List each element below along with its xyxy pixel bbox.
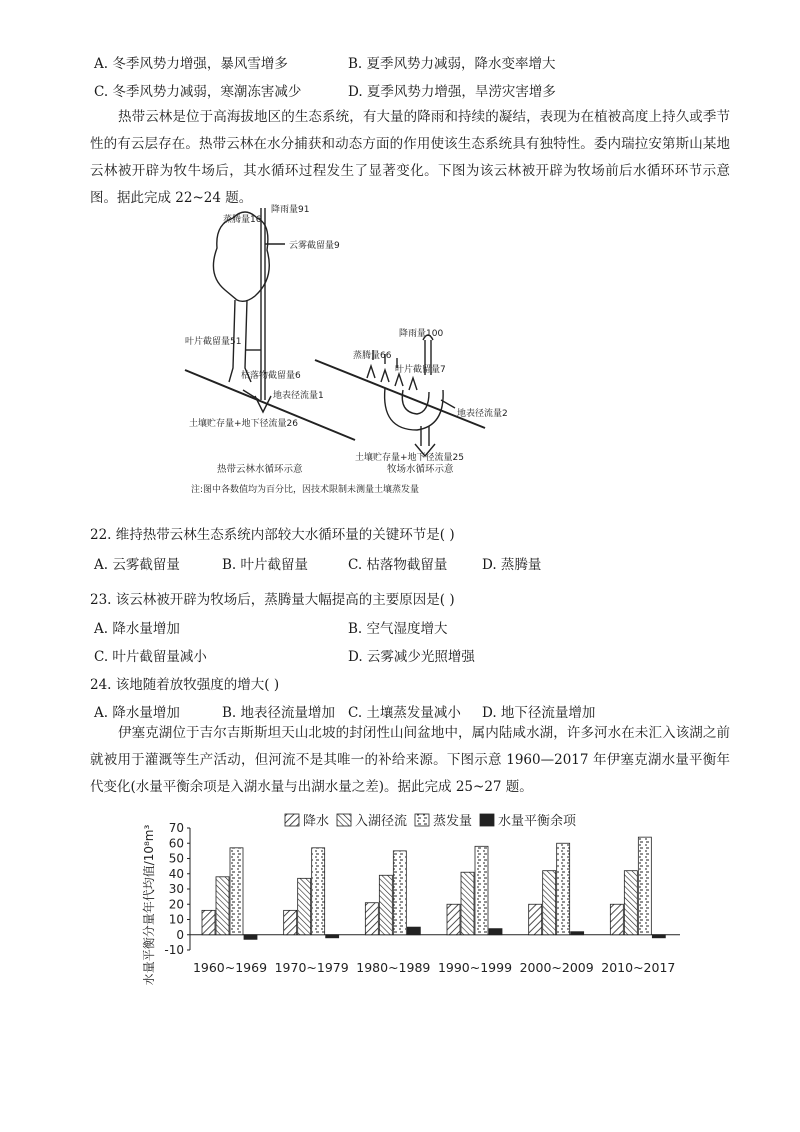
balance-bar — [407, 927, 420, 935]
q21-option-d: D. 夏季风势力增强，旱涝灾害增多 — [348, 84, 556, 100]
legend-label: 降水 — [303, 814, 330, 829]
passage-issyk-kul: 伊塞克湖位于吉尔吉斯斯坦天山北坡的封闭性山间盆地中，属内陆咸水湖，许多河水在未汇入该湖之前就被用于灌溉等生产活动，但河流不是其唯一的补给来源。下图示意 1960—2017 年伊塞克湖水量平衡年代变化(水量平衡余项是入湖水量与出湖水量之差)。据此完成 25~27 题。 — [90, 725, 730, 795]
forest-surface-label: 地表径流量1 — [273, 391, 324, 401]
q21-option-b: B. 夏季风势力减弱，降水变率增大 — [348, 56, 556, 72]
y-tick-label: 40 — [168, 866, 184, 881]
q21-option-c: C. 冬季风势力减弱，寒潮冻害减少 — [94, 84, 302, 100]
q23-stem: 23. 该云林被开辟为牧场后，蒸腾量大幅提高的主要原因是( ) — [90, 592, 455, 608]
inflow-bar — [461, 872, 474, 935]
pasture-caption: 牧场水循环示意 — [387, 464, 454, 475]
q22-option-c: C. 枯落物截留量 — [348, 557, 448, 573]
inflow-bar — [624, 871, 637, 935]
x-tick-label: 1960~1969 — [192, 960, 268, 975]
water-balance-chart — [135, 810, 695, 985]
precip-bar — [529, 904, 542, 935]
q24-option-b: B. 地表径流量增加 — [222, 705, 336, 721]
water-cycle-figure — [185, 200, 508, 505]
forest-soil-label: 土壤贮存量+地下径流量26 — [189, 419, 298, 429]
q22-option-b: B. 叶片截留量 — [222, 557, 309, 573]
precip-bar — [365, 903, 378, 935]
y-tick-label: 0 — [176, 927, 184, 942]
pasture-rain-label: 降雨量100 — [399, 329, 444, 339]
forest-rain-label: 降雨量91 — [271, 205, 310, 215]
evap-bar — [475, 846, 488, 934]
evap-bar — [393, 851, 406, 935]
pasture-soil-label: 土壤贮存量+地下径流量25 — [355, 453, 464, 463]
x-tick-label: 1970~1979 — [274, 960, 349, 975]
legend-swatch — [337, 814, 351, 826]
evap-bar — [638, 837, 651, 935]
pasture-leaf-label: 叶片截留量7 — [395, 365, 446, 375]
pasture-evap-label: 蒸腾量66 — [353, 351, 392, 361]
inflow-bar — [543, 871, 556, 935]
q24-stem: 24. 该地随着放牧强度的增大( ) — [90, 677, 280, 693]
balance-bar — [326, 935, 339, 938]
precip-bar — [447, 904, 460, 935]
pasture-surface-label: 地表径流量2 — [457, 409, 508, 419]
passage-cloud-forest: 热带云林是位于高海拔地区的生态系统，有大量的降雨和持续的凝结，表现为在植被高度上持久或季节性的有云层存在。热带云林在水分捕获和动态方面的作用使该生态系统具有独特性。委内瑞拉安第斯山某地云林被开辟为牧牛场后，其水循环过程发生了显著变化。下图为该云林被开辟为牧场前后水循环环节示意图。据此完成 22~24 题。 — [90, 109, 730, 206]
legend-swatch — [415, 814, 429, 826]
q23-option-b: B. 空气湿度增大 — [348, 621, 448, 637]
precip-bar — [202, 910, 215, 934]
y-tick-label: 10 — [168, 912, 184, 927]
q22-stem: 22. 维持热带云林生态系统内部较大水循环量的关键环节是( ) — [90, 527, 455, 543]
legend-swatch — [285, 814, 299, 826]
q24-option-c: C. 土壤蒸发量减小 — [348, 705, 461, 721]
q23-option-a: A. 降水量增加 — [94, 621, 180, 637]
balance-bar — [652, 935, 665, 938]
x-tick-label: 1980~1989 — [356, 960, 431, 975]
evap-bar — [557, 843, 570, 935]
y-tick-label: 60 — [168, 836, 184, 851]
q22-option-a: A. 云雾截留量 — [94, 557, 180, 573]
legend-label: 入湖径流 — [355, 814, 408, 829]
precip-bar — [284, 910, 297, 934]
y-tick-label: 30 — [168, 882, 184, 896]
chart-y-axis-label: 水量平衡分量年代均值/10⁸m³ — [142, 824, 156, 986]
y-tick-label: -10 — [164, 943, 184, 957]
x-tick-label: 1990~1999 — [437, 960, 513, 975]
evap-bar — [312, 848, 325, 935]
inflow-bar — [216, 877, 229, 935]
precip-bar — [610, 904, 623, 935]
evap-bar — [230, 848, 243, 935]
forest-litter-label: 枯落物截留量6 — [241, 371, 301, 381]
pasture-loop — [385, 388, 444, 430]
legend-label: 蒸发量 — [433, 814, 473, 829]
q23-option-d: D. 云雾减少光照增强 — [348, 649, 475, 665]
q23-option-c: C. 叶片截留量减小 — [94, 649, 207, 665]
forest-caption: 热带云林水循环示意 — [217, 464, 303, 475]
y-tick-label: 20 — [168, 897, 184, 912]
q24-option-d: D. 地下径流量增加 — [482, 705, 596, 721]
q24-option-a: A. 降水量增加 — [94, 705, 180, 721]
pasture-loop-inner — [402, 390, 429, 414]
inflow-bar — [379, 875, 392, 934]
y-tick-label: 50 — [168, 851, 184, 866]
forest-evap-label: 蒸腾量16 — [223, 215, 262, 225]
y-tick-label: 70 — [168, 821, 184, 835]
balance-bar — [244, 935, 257, 940]
forest-leaf-label: 叶片截留量51 — [185, 337, 242, 347]
figure-note: 注:图中各数值均为百分比，因技术限制未测量土壤蒸发量 — [191, 485, 420, 495]
legend-label: 水量平衡余项 — [498, 814, 577, 829]
chart-legend — [285, 813, 577, 829]
q22-option-d: D. 蒸腾量 — [482, 557, 542, 573]
legend-swatch — [480, 814, 494, 826]
inflow-bar — [298, 878, 311, 934]
balance-bar — [571, 932, 584, 935]
q21-option-a: A. 冬季风势力增强，暴风雪增多 — [94, 56, 288, 72]
balance-bar — [489, 929, 502, 935]
x-tick-label: 2000~2009 — [519, 960, 594, 975]
forest-fog-label: 云雾截留量9 — [289, 241, 340, 251]
x-tick-label: 2010~2017 — [601, 960, 676, 975]
